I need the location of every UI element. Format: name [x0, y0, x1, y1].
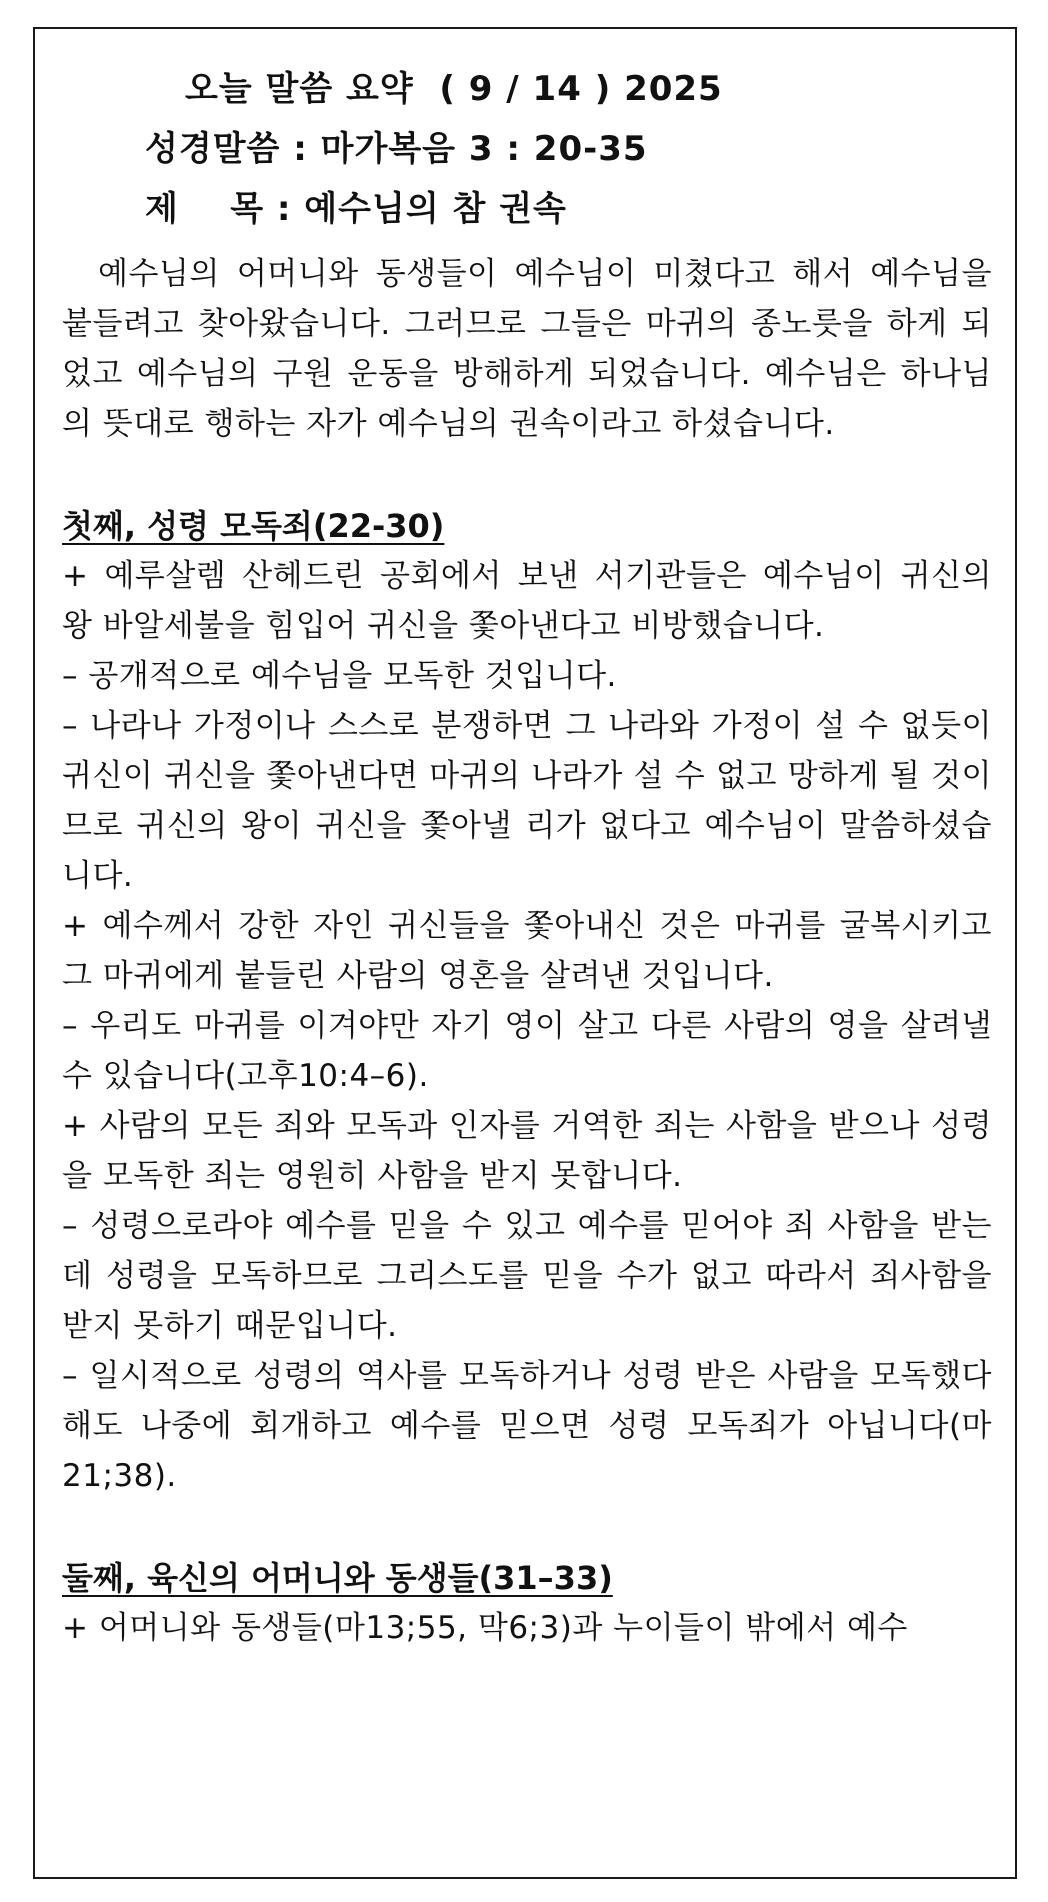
- list-item: – 일시적으로 성령의 역사를 모독하거나 성령 받은 사람을 모독했다 해도 나중에 회개하고 예수를 믿으면 성령 모독죄가 아닙니다(마21;38).: [62, 1358, 992, 1494]
- section-heading-second: 둘째, 육신의 어머니와 동생들(31–33): [62, 1559, 613, 1597]
- list-item: + 예수께서 강한 자인 귀신들을 쫓아내신 것은 마귀를 굴복시키고 그 마귀에게 붙들린 사람의 영혼을 살려낸 것입니다.: [62, 908, 992, 994]
- list-item: – 우리도 마귀를 이겨야만 자기 영이 살고 다른 사람의 영을 살려낼 수 있습니다(고후10:4–6).: [62, 1008, 992, 1094]
- document-frame: [33, 27, 1017, 1879]
- list-item: + 사람의 모든 죄와 모독과 인자를 거역한 죄는 사함을 받으나 성령을 모독한 죄는 영원히 사함을 받지 못합니다.: [62, 1108, 992, 1194]
- list-item: – 나라나 가정이나 스스로 분쟁하면 그 나라와 가정이 설 수 없듯이 귀신이 귀신을 쫓아낸다면 마귀의 나라가 설 수 없고 망하게 될 것이므로 귀신의 왕이 귀신을 쫓아낼 리가 없다고 예수님이 말씀하셨습니다.: [62, 708, 992, 894]
- list-item: – 공개적으로 예수님을 모독한 것입니다.: [62, 658, 617, 694]
- sermon-subject: 제 목 : 예수님의 참 권속: [145, 189, 567, 229]
- section-heading-first: 첫째, 성령 모독죄(22-30): [62, 507, 445, 545]
- list-item: + 예루살렘 산헤드린 공회에서 보낸 서기관들은 예수님이 귀신의 왕 바알세불을 힘입어 귀신을 쫓아낸다고 비방했습니다.: [62, 558, 992, 644]
- spacer: [62, 449, 992, 501]
- list-item: – 성령으로라야 예수를 믿을 수 있고 예수를 믿어야 죄 사함을 받는데 성령을 모독하므로 그리스도를 믿을 수가 없고 따라서 죄사함을 받지 못하기 때문입니다.: [62, 1208, 992, 1344]
- scripture-reference: 성경말씀 : 마가복음 3 : 20-35: [145, 129, 648, 169]
- spacer: [62, 1501, 992, 1553]
- list-item: + 어머니와 동생들(마13;55, 막6;3)과 누이들이 밖에서 예수: [62, 1610, 908, 1646]
- sermon-body: [62, 249, 992, 1653]
- intro-paragraph: 예수님의 어머니와 동생들이 예수님이 미쳤다고 해서 예수님을 붙들려고 찾아왔습니다. 그러므로 그들은 마귀의 종노릇을 하게 되었고 예수님의 구원 운동을 방해하게 되었습니다. 예수님은 하나님의 뜻대로 행하는 자가 예수님의 권속이라고 하셨습니다.: [62, 256, 992, 442]
- sermon-title: 오늘 말씀 요약 ( 9 / 14 ) 2025: [185, 69, 723, 109]
